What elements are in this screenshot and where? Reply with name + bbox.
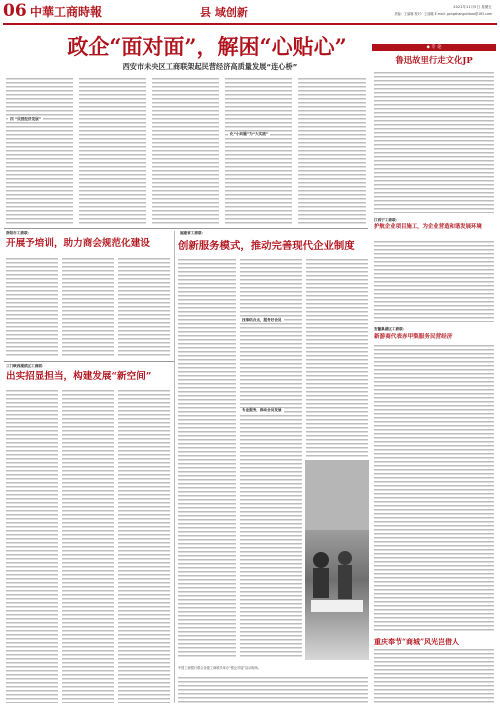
lead-subheadline: 西安市未央区工商联架起民营经济高质量发展“连心桥” xyxy=(122,62,298,71)
masthead-rule xyxy=(3,23,497,25)
left-mid-body-col2 xyxy=(62,257,114,358)
center-sub2: 找准结合点，服务好会员 xyxy=(242,318,282,322)
left-mid-headline: 开展予培训，助力商会规范化建设 xyxy=(6,238,150,249)
left-bot-body-col3 xyxy=(118,389,170,703)
top-right-line2: 责编：王丽娜 校对：王丽娜 E-mail: gongshangshibao@163.com xyxy=(394,12,492,16)
right-mid-body xyxy=(374,240,494,322)
lead-headline: 政企“面对面”，解困“心贴心” xyxy=(67,34,347,59)
left-bot-body-col2 xyxy=(62,389,114,703)
lead-column xyxy=(225,77,292,225)
lead-column xyxy=(152,77,219,225)
left-mid-body-col1 xyxy=(6,257,58,358)
left-mid-body-col3 xyxy=(118,257,170,358)
news-photo xyxy=(305,460,369,660)
left-bot-headline: 出实招显担当，构建发展“新空间” xyxy=(6,371,152,382)
paper-name: 中華工商時報 xyxy=(30,5,103,19)
center-kicker: 福建省工商联： xyxy=(180,231,206,235)
right-mid2-kicker: 安徽巢湖区工商联： xyxy=(374,327,407,331)
lead-column xyxy=(298,77,366,225)
section-label xyxy=(200,6,248,19)
left-bot-divider xyxy=(4,361,174,362)
section-tag: 县 xyxy=(200,6,215,19)
right-mid2-body xyxy=(374,344,494,631)
center-headline: 创新服务模式，推动完善现代企业制度 xyxy=(178,240,355,252)
lead-column xyxy=(79,77,146,225)
right-mid-kicker: 江西宁工商联： xyxy=(374,218,400,222)
left-bot-kicker: 三门峡西湖滨区工商联： xyxy=(6,364,46,368)
right-col-headline: 鲁迅故里行走文化JP xyxy=(395,55,473,65)
top-right-line1: 2021年11月5日 星期五 xyxy=(453,5,492,9)
right-column xyxy=(372,31,496,707)
section-divider xyxy=(4,228,368,229)
section-label-text: 域创新 xyxy=(214,6,248,19)
center-body-col3 xyxy=(306,258,368,458)
center-vertical-rule xyxy=(174,231,175,703)
right-mid-headline: 护航企业项目施工，为企业营造和谐发展环境 xyxy=(374,224,482,230)
right-bot-body xyxy=(374,648,494,704)
right-col-tag: ◆ 专 论 xyxy=(372,44,496,51)
image-caption: 中国工商银行联合各级工商联共举办“银企对接”活动现场。 xyxy=(178,666,261,670)
lead-body xyxy=(6,77,366,225)
left-mid-kicker: 洛阳市工商联： xyxy=(6,231,32,235)
lead-column xyxy=(6,77,73,225)
photo-illustration xyxy=(305,460,369,660)
left-top-kicker: 四 “民营经济发展” xyxy=(10,117,42,121)
center-body-col1 xyxy=(178,258,236,658)
right-col-body xyxy=(374,71,494,213)
center-sub3: 专业服务，推动会员发展 xyxy=(242,408,282,412)
bottom-center-body xyxy=(178,676,368,703)
center-sub1: 化“小问题”为“大实践” xyxy=(230,132,269,136)
right-bot-headline: 重庆奉节“商城”风光岂借人 xyxy=(374,637,460,646)
masthead xyxy=(0,0,500,31)
right-mid2-headline: 新游商代表赤甲梨服务民营经济 xyxy=(374,334,453,340)
left-bot-body-col1 xyxy=(6,389,58,703)
page-number: 06 xyxy=(3,1,27,21)
